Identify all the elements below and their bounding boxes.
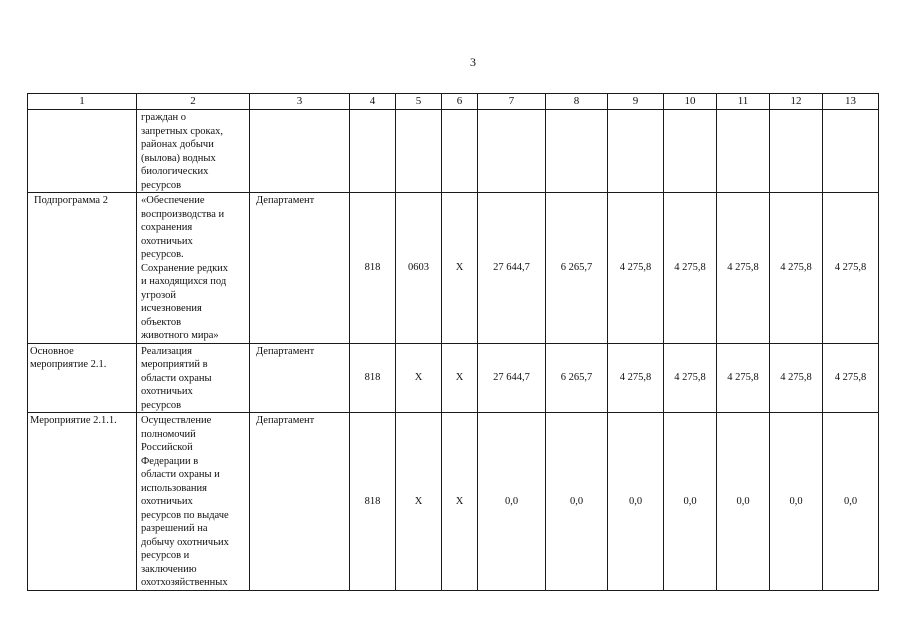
value-cell: 4 275,8 bbox=[717, 343, 770, 413]
column-header: 5 bbox=[396, 94, 442, 110]
program-name-cell: Реализация мероприятий в области охраны охотничьих ресурсов bbox=[137, 343, 250, 413]
value-cell: 4 275,8 bbox=[664, 343, 717, 413]
value-cell: 0,0 bbox=[770, 413, 823, 591]
value-cell: 6 265,7 bbox=[546, 343, 608, 413]
value-cell: 27 644,7 bbox=[478, 343, 546, 413]
column-header: 6 bbox=[442, 94, 478, 110]
executor-cell: Департамент bbox=[250, 193, 350, 344]
value-cell: 0,0 bbox=[478, 413, 546, 591]
program-status-cell: Мероприятие 2.1.1. bbox=[28, 413, 137, 591]
value-cell bbox=[717, 110, 770, 193]
value-cell: 4 275,8 bbox=[770, 193, 823, 344]
column-header: 2 bbox=[137, 94, 250, 110]
grbs-cell bbox=[350, 110, 396, 193]
value-cell: 0,0 bbox=[546, 413, 608, 591]
rzpr-cell bbox=[396, 110, 442, 193]
value-cell: 4 275,8 bbox=[608, 343, 664, 413]
grbs-cell: 818 bbox=[350, 193, 396, 344]
program-status-cell: Подпрограмма 2 bbox=[28, 193, 137, 344]
executor-cell: Департамент bbox=[250, 413, 350, 591]
value-cell bbox=[546, 110, 608, 193]
program-name-cell: граждан о запретных сроках, районах добычи (вылова) водных биологических ресурсов bbox=[137, 110, 250, 193]
rzpr-cell: 0603 bbox=[396, 193, 442, 344]
column-header: 11 bbox=[717, 94, 770, 110]
csr-cell: Х bbox=[442, 343, 478, 413]
column-header: 1 bbox=[28, 94, 137, 110]
rzpr-cell: Х bbox=[396, 343, 442, 413]
column-header: 3 bbox=[250, 94, 350, 110]
program-status-cell bbox=[28, 110, 137, 193]
value-cell: 0,0 bbox=[664, 413, 717, 591]
table-row bbox=[28, 343, 879, 413]
table-row bbox=[28, 193, 879, 344]
table-row bbox=[28, 413, 879, 591]
program-name-cell: Осуществление полномочий Российской Федерации в области охраны и использования охотничьих ресурсов по выдаче разрешений на добычу охотничьих ресурсов и заключению охотхозяйственных bbox=[137, 413, 250, 591]
value-cell: 0,0 bbox=[823, 413, 879, 591]
column-header: 10 bbox=[664, 94, 717, 110]
value-cell: 6 265,7 bbox=[546, 193, 608, 344]
csr-cell: Х bbox=[442, 413, 478, 591]
program-status-cell: Основное мероприятие 2.1. bbox=[28, 343, 137, 413]
value-cell: 4 275,8 bbox=[770, 343, 823, 413]
value-cell bbox=[478, 110, 546, 193]
budget-table bbox=[27, 93, 879, 591]
table-row bbox=[28, 110, 879, 193]
value-cell: 4 275,8 bbox=[823, 343, 879, 413]
grbs-cell: 818 bbox=[350, 343, 396, 413]
program-name-cell: «Обеспечение воспроизводства и сохранения охотничьих ресурсов. Сохранение редких и находящихся под угрозой исчезновения объектов животного мира» bbox=[137, 193, 250, 344]
header-row bbox=[28, 94, 879, 110]
value-cell: 4 275,8 bbox=[823, 193, 879, 344]
value-cell: 27 644,7 bbox=[478, 193, 546, 344]
value-cell bbox=[823, 110, 879, 193]
column-header: 9 bbox=[608, 94, 664, 110]
grbs-cell: 818 bbox=[350, 413, 396, 591]
rzpr-cell: Х bbox=[396, 413, 442, 591]
column-header: 13 bbox=[823, 94, 879, 110]
value-cell: 4 275,8 bbox=[608, 193, 664, 344]
value-cell: 0,0 bbox=[608, 413, 664, 591]
value-cell: 0,0 bbox=[717, 413, 770, 591]
value-cell: 4 275,8 bbox=[664, 193, 717, 344]
executor-cell bbox=[250, 110, 350, 193]
csr-cell bbox=[442, 110, 478, 193]
executor-cell: Департамент bbox=[250, 343, 350, 413]
value-cell bbox=[770, 110, 823, 193]
value-cell bbox=[608, 110, 664, 193]
column-header: 8 bbox=[546, 94, 608, 110]
column-header: 7 bbox=[478, 94, 546, 110]
page-number: 3 bbox=[470, 55, 476, 69]
csr-cell: Х bbox=[442, 193, 478, 344]
value-cell bbox=[664, 110, 717, 193]
value-cell: 4 275,8 bbox=[717, 193, 770, 344]
column-header: 12 bbox=[770, 94, 823, 110]
column-header: 4 bbox=[350, 94, 396, 110]
